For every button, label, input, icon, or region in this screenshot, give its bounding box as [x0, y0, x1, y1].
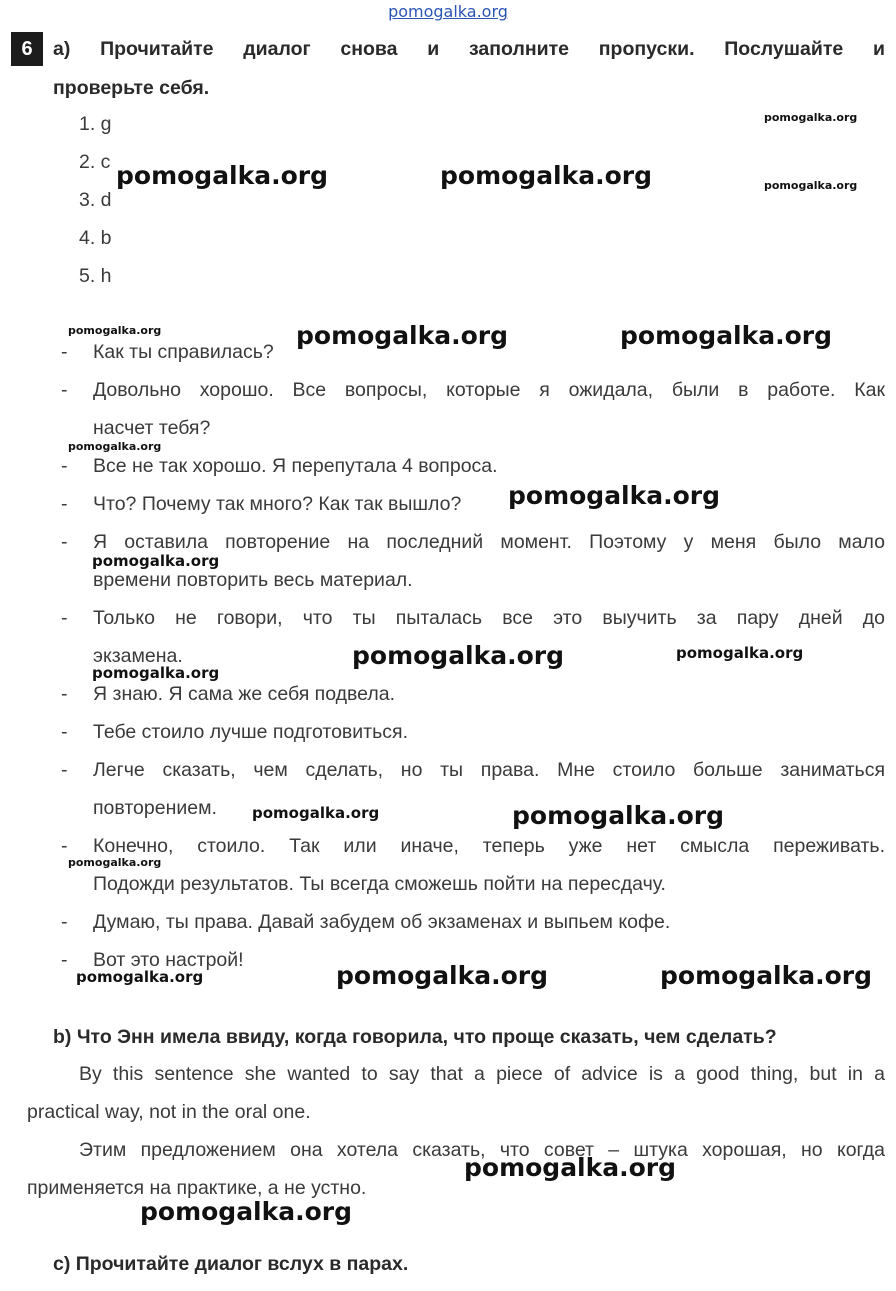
- dialogue-dash: -: [61, 759, 68, 781]
- watermark: pomogalka.org: [336, 961, 549, 990]
- answer-item: 2. c: [79, 151, 111, 173]
- dialogue-dash: -: [61, 607, 68, 629]
- watermark: pomogalka.org: [68, 324, 162, 337]
- dialogue-line: времени повторить весь материал.: [93, 569, 413, 591]
- dialogue-dash: -: [61, 835, 68, 857]
- watermark: pomogalka.org: [68, 856, 162, 869]
- dialogue-dash: -: [61, 531, 68, 553]
- dialogue-dash: -: [61, 455, 68, 477]
- watermark: pomogalka.org: [92, 552, 220, 570]
- dialogue-line: экзамена.: [93, 645, 183, 667]
- answer-english-line2: practical way, not in the oral one.: [27, 1101, 311, 1123]
- watermark: pomogalka.org: [352, 641, 565, 670]
- dialogue-line: Подожди результатов. Ты всегда сможешь пойти на пересдачу.: [93, 873, 666, 895]
- dialogue-line: Как ты справилась?: [93, 341, 274, 363]
- dialogue-line: Я знаю. Я сама же себя подвела.: [93, 683, 396, 705]
- dialogue-dash: -: [61, 721, 68, 743]
- watermark: pomogalka.org: [512, 801, 725, 830]
- dialogue-line: Конечно, стоило. Так или иначе, теперь уже нет смысла переживать.: [93, 835, 885, 857]
- dialogue-line: Тебе стоило лучше подготовиться.: [93, 721, 408, 743]
- answer-item: 5. h: [79, 265, 112, 287]
- task-c-heading: c) Прочитайте диалог вслух в парах.: [53, 1253, 409, 1275]
- task-b-heading: b) Что Энн имела ввиду, когда говорила, что проще сказать, чем сделать?: [53, 1026, 777, 1048]
- watermark: pomogalka.org: [764, 179, 858, 192]
- exercise-number-badge: 6: [11, 32, 43, 66]
- dialogue-line: Довольно хорошо. Все вопросы, которые я ожидала, были в работе. Как: [93, 379, 885, 401]
- dialogue-line: Легче сказать, чем сделать, но ты права. Мне стоило больше заниматься: [93, 759, 885, 781]
- answer-item: 3. d: [79, 189, 112, 211]
- watermark: pomogalka.org: [68, 440, 162, 453]
- task-a-heading-line2: проверьте себя.: [53, 77, 210, 99]
- dialogue-dash: -: [61, 949, 68, 971]
- watermark: pomogalka.org: [620, 321, 833, 350]
- answer-english-line1: By this sentence she wanted to say that a piece of advice is a good thing, but in a: [79, 1063, 885, 1085]
- watermark: pomogalka.org: [676, 644, 804, 662]
- watermark: pomogalka.org: [296, 321, 509, 350]
- watermark: pomogalka.org: [140, 1197, 353, 1226]
- answer-item: 4. b: [79, 227, 112, 249]
- dialogue-line: Что? Почему так много? Как так вышло?: [93, 493, 462, 515]
- watermark: pomogalka.org: [464, 1153, 677, 1182]
- dialogue-dash: -: [61, 379, 68, 401]
- dialogue-line: насчет тебя?: [93, 417, 211, 439]
- dialogue-dash: -: [61, 341, 68, 363]
- dialogue-line: повторением.: [93, 797, 217, 819]
- answer-russian-line1: Этим предложением она хотела сказать, что совет – штука хорошая, но когда: [79, 1139, 885, 1161]
- watermark: pomogalka.org: [508, 481, 721, 510]
- watermark: pomogalka.org: [76, 968, 204, 986]
- task-a-heading-line1: a) Прочитайте диалог снова и заполните пропуски. Послушайте и: [53, 38, 885, 60]
- watermark: pomogalka.org: [116, 161, 329, 190]
- watermark: pomogalka.org: [92, 664, 220, 682]
- dialogue-dash: -: [61, 493, 68, 515]
- answer-item: 1. g: [79, 113, 112, 135]
- dialogue-line: Все не так хорошо. Я перепутала 4 вопроса.: [93, 455, 498, 477]
- watermark: pomogalka.org: [660, 961, 873, 990]
- watermark: pomogalka.org: [764, 111, 858, 124]
- dialogue-line: Я оставила повторение на последний момент. Поэтому у меня было мало: [93, 531, 885, 553]
- answer-russian-line2: применяется на практике, а не устно.: [27, 1177, 367, 1199]
- site-link[interactable]: pomogalka.org: [388, 2, 508, 21]
- dialogue-line: Вот это настрой!: [93, 949, 244, 971]
- dialogue-line: Думаю, ты права. Давай забудем об экзаменах и выпьем кофе.: [93, 911, 671, 933]
- watermark: pomogalka.org: [252, 804, 380, 822]
- dialogue-dash: -: [61, 683, 68, 705]
- dialogue-line: Только не говори, что ты пыталась все это выучить за пару дней до: [93, 607, 885, 629]
- watermark: pomogalka.org: [440, 161, 653, 190]
- dialogue-dash: -: [61, 911, 68, 933]
